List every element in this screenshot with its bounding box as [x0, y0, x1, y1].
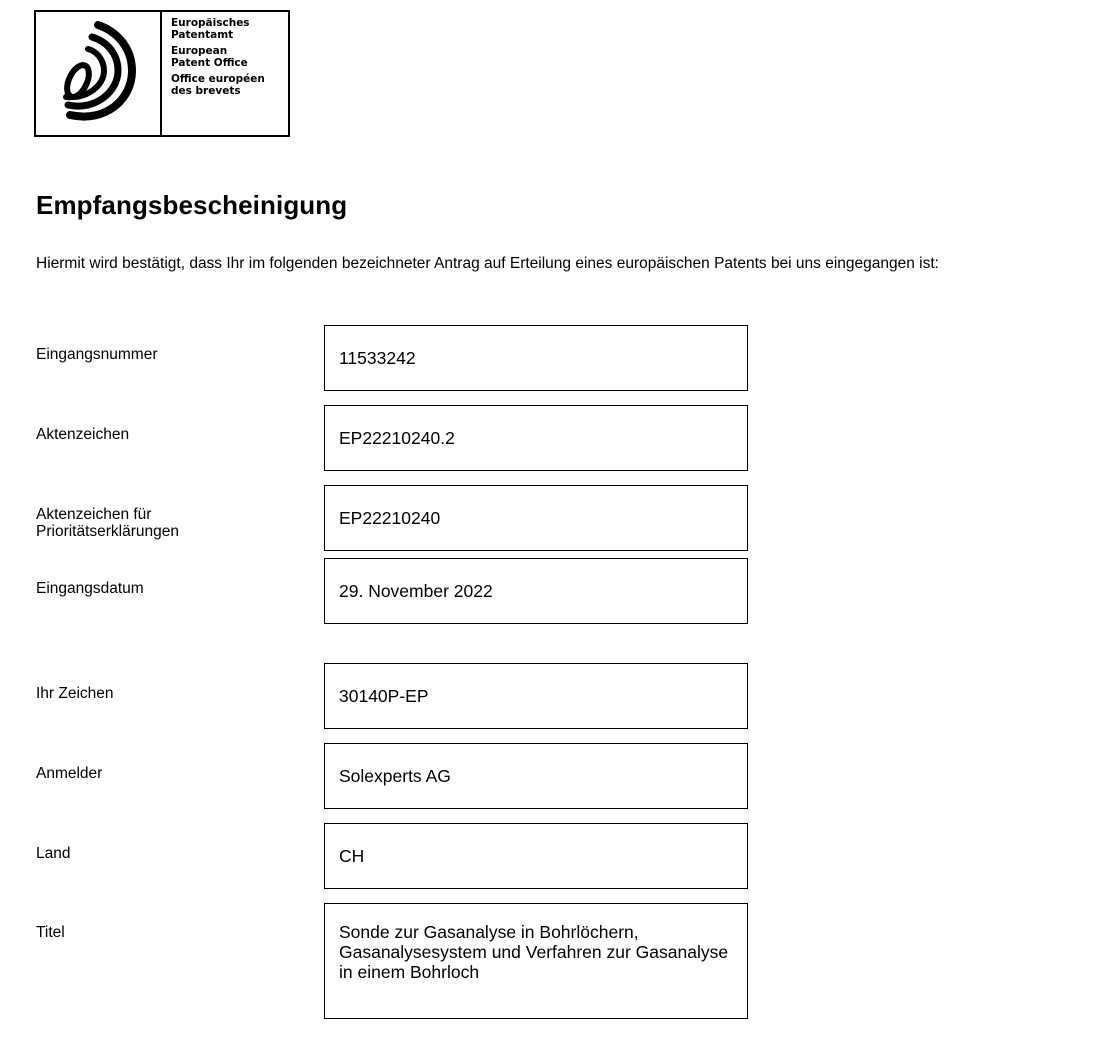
- logo-line: Office européen: [171, 73, 265, 85]
- field-label-ihr-zeichen: Ihr Zeichen: [36, 685, 114, 702]
- field-value-anmelder: Solexperts AG: [324, 743, 748, 809]
- logo-line: Patentamt: [171, 28, 234, 41]
- field-label-eingangsnummer: Eingangsnummer: [36, 346, 158, 363]
- field-value-eingangsnummer: 11533242: [324, 325, 748, 391]
- logo-line: des brevets: [171, 84, 241, 97]
- field-label-land: Land: [36, 845, 71, 862]
- epo-logo: [34, 10, 290, 137]
- field-label-eingangsdatum: Eingangsdatum: [36, 580, 144, 597]
- field-value-aktenzeichen-prioritaet: EP22210240: [324, 485, 748, 551]
- field-value-aktenzeichen: EP22210240.2: [324, 405, 748, 471]
- field-value-eingangsdatum: 29. November 2022: [324, 558, 748, 624]
- field-label-titel: Titel: [36, 924, 65, 941]
- field-label-aktenzeichen-prioritaet: Aktenzeichen für Prioritätserklärungen: [36, 506, 180, 540]
- field-value-titel: Sonde zur Gasanalyse in Bohrlöchern, Gasanalysesystem und Verfahren zur Gasanalyse in einem Bohrloch: [324, 903, 748, 1019]
- epo-logo-icon: [36, 12, 162, 135]
- logo-line: European: [171, 45, 228, 57]
- logo-line: Europäisches: [171, 17, 250, 29]
- field-label-anmelder: Anmelder: [36, 765, 103, 782]
- field-label-aktenzeichen: Aktenzeichen: [36, 426, 130, 443]
- epo-logo-text: [162, 12, 288, 135]
- logo-line: Patent Office: [171, 56, 248, 69]
- document-title: Empfangsbescheinigung: [36, 190, 348, 220]
- field-value-land: CH: [324, 823, 748, 889]
- field-value-ihr-zeichen: 30140P-EP: [324, 663, 748, 729]
- intro-text: Hiermit wird bestätigt, dass Ihr im folgenden bezeichneter Antrag auf Erteilung eines europäischen Patents bei uns eingegangen ist:: [36, 255, 939, 272]
